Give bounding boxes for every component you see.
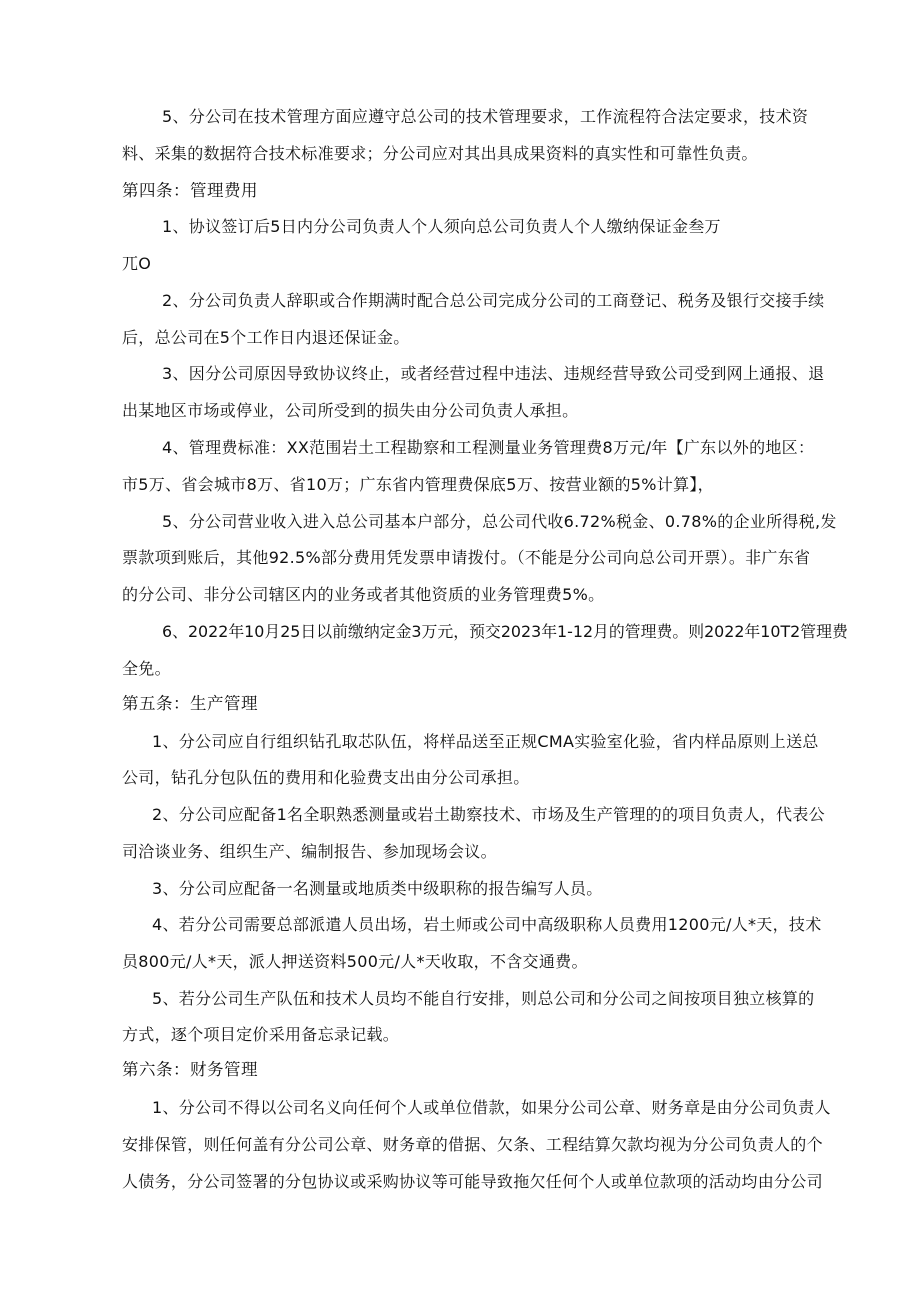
text-line: 全免。 (122, 659, 171, 678)
text-line: 人债务，分公司签署的分包协议或采购协议等可能导致拖欠任何个人或单位款项的活动均由分公司 (122, 1172, 823, 1191)
text-line: 5、分公司营业收入进入总公司基本户部分，总公司代收6.72%税金、0.78%的企业所得税,发 (162, 512, 837, 531)
text-line: 5、分公司在技术管理方面应遵守总公司的技术管理要求，工作流程符合法定要求，技术资 (162, 107, 809, 126)
text-line: 公司，钻孔分包队伍的费用和化验费支出由分公司承担。 (122, 768, 530, 787)
text-line: 3、因分公司原因导致协议终止，或者经营过程中违法、违规经营导致公司受到网上通报、退 (162, 364, 825, 383)
text-line: 方式，逐个项目定价采用备忘录记载。 (122, 1025, 400, 1044)
text-line: 的分公司、非分公司辖区内的业务或者其他资质的业务管理费5%。 (122, 585, 605, 604)
text-line: 4、管理费标准：XX范围岩土工程勘察和工程测量业务管理费8万元/年【广东以外的地区： (162, 438, 815, 457)
text-line: 兀O (122, 254, 152, 273)
section-heading-5: 第五条：生产管理 (122, 694, 258, 713)
text-line: 票款项到账后，其他92.5%部分费用凭发票申请拨付。（不能是分公司向总公司开票）。非广东省 (122, 548, 811, 567)
text-line: 1、协议签订后5日内分公司负责人个人须向总公司负责人个人缴纳保证金叁万 (162, 217, 721, 236)
text-line: 4、若分公司需要总部派遣人员出场，岩土师或公司中高级职称人员费用1200元/人*天，技术 (152, 915, 822, 934)
text-line: 后，总公司在5个工作日内退还保证金。 (122, 328, 410, 347)
text-line: 料、采集的数据符合技术标准要求；分公司应对其出具成果资料的真实性和可靠性负责。 (122, 144, 758, 163)
section-heading-4: 第四条：管理费用 (122, 181, 258, 200)
text-line: 5、若分公司生产队伍和技术人员均不能自行安排，则总公司和分公司之间按项目独立核算的 (152, 989, 815, 1008)
text-line: 1、分公司应自行组织钻孔取芯队伍，将样品送至正规CMA实验室化验，省内样品原则上送总 (152, 732, 819, 751)
text-line: 司洽谈业务、组织生产、编制报告、参加现场会议。 (122, 842, 497, 861)
text-line: 员800元/人*天，派人押送资料500元/人*天收取，不含交通费。 (122, 952, 588, 971)
text-line: 3、分公司应配备一名测量或地质类中级职称的报告编写人员。 (152, 879, 603, 898)
text-line: 1、分公司不得以公司名义向任何个人或单位借款，如果分公司公章、财务章是由分公司负责人 (152, 1098, 831, 1117)
section-heading-6: 第六条：财务管理 (122, 1060, 258, 1079)
text-line: 市5万、省会城市8万、省10万；广东省内管理费保底5万、按营业额的5%计算】， (122, 475, 714, 494)
text-line: 安排保管，则任何盖有分公司公章、财务章的借据、欠条、工程结算欠款均视为分公司负责人的个 (122, 1135, 823, 1154)
text-line: 出某地区市场或停业，公司所受到的损失由分公司负责人承担。 (122, 401, 579, 420)
text-line: 6、2022年10月25日以前缴纳定金3万元，预交2023年1-12月的管理费。则2022年10T2管理费 (162, 622, 848, 641)
text-line: 2、分公司负责人辞职或合作期满时配合总公司完成分公司的工商登记、税务及银行交接手续 (162, 291, 825, 310)
text-line: 2、分公司应配备1名全职熟悉测量或岩土勘察技术、市场及生产管理的的项目负责人，代表公 (152, 805, 825, 824)
